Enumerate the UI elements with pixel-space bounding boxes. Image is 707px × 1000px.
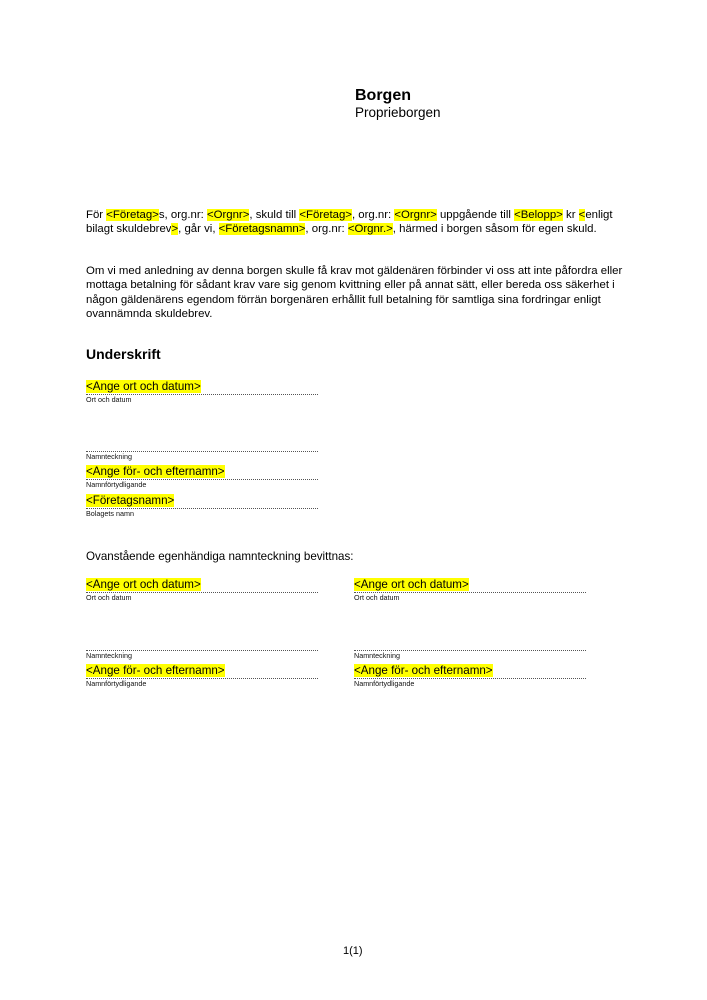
paragraph-text: kr (562, 209, 579, 221)
paragraph-text: s, org.nr: (158, 209, 207, 221)
witness-left-name-placeholder[interactable]: <Ange för- och efternamn> (86, 664, 225, 677)
witness-right-name-field[interactable] (354, 664, 586, 688)
witness-right-name-placeholder[interactable]: <Ange för- och efternamn> (354, 664, 493, 677)
document-title: Borgen (355, 87, 411, 104)
place-date-placeholder[interactable]: <Ange ort och datum> (86, 380, 201, 393)
witness-right-place-date-placeholder[interactable]: <Ange ort och datum> (354, 578, 469, 591)
paragraph-text: enligt bilagt skuldebrev (86, 209, 613, 236)
placeholder-field[interactable]: <Orgnr> (394, 209, 437, 221)
company-placeholder[interactable]: <Företagsnamn> (86, 494, 175, 507)
paragraph-text: , skuld till (249, 209, 300, 221)
placeholder-field[interactable]: <Orgnr.> (347, 223, 393, 236)
signature-label: Namnteckning (86, 452, 132, 461)
witness-left-place-date-placeholder[interactable]: <Ange ort och datum> (86, 578, 201, 591)
witness-left-signature-field[interactable] (86, 636, 318, 660)
placeholder-field[interactable]: <Företagsnamn> (218, 223, 306, 236)
name-field[interactable] (86, 465, 318, 489)
paragraph-text: , går vi, (178, 223, 219, 236)
placeholder-field[interactable]: <Orgnr> (206, 209, 250, 221)
witness-heading: Ovanstående egenhändiga namnteckning bevittnas: (86, 550, 354, 563)
witness-right-place-date-field[interactable] (354, 578, 586, 602)
paragraph-text: uppgående till (436, 209, 515, 221)
signature-field[interactable] (86, 437, 318, 461)
name-label: Namnförtydligande (86, 480, 147, 489)
placeholder-field[interactable]: > (171, 223, 179, 236)
witness-left-place-date-field[interactable] (86, 578, 318, 602)
document-subtitle: Proprieborgen (355, 105, 441, 120)
paragraph-text: , härmed i borgen såsom för egen skuld. (392, 223, 597, 236)
witness-right-signature-field[interactable] (354, 636, 586, 660)
placeholder-field[interactable]: <Företag> (106, 209, 159, 221)
witness-left-place-date-label: Ort och datum (86, 593, 132, 602)
placeholder-field[interactable]: <Företag> (299, 209, 352, 221)
company-field[interactable] (86, 494, 318, 518)
paragraph-text: , org.nr: (351, 209, 395, 221)
placeholder-field[interactable]: < (578, 209, 586, 221)
paragraph-text: , org.nr: (305, 223, 348, 236)
witness-right-signature-label: Namnteckning (354, 651, 400, 660)
witness-right-name-label: Namnförtydligande (354, 679, 415, 688)
place-date-field[interactable] (86, 380, 318, 404)
guarantee-paragraph (86, 208, 626, 237)
place-date-label: Ort och datum (86, 395, 132, 404)
paragraph-text: För (86, 209, 107, 221)
witness-right-place-date-label: Ort och datum (354, 593, 400, 602)
witness-left-name-label: Namnförtydligande (86, 679, 147, 688)
company-label: Bolagets namn (86, 509, 134, 518)
page-number: 1(1) (343, 945, 363, 957)
witness-left-signature-label: Namnteckning (86, 651, 132, 660)
witness-left-name-field[interactable] (86, 664, 318, 688)
obligation-paragraph: Om vi med anledning av denna borgen skulle få krav mot gäldenären förbinder vi oss att inte påfordra eller mottaga betalning för sådant krav vare sig genom kvittning eller på annat sätt, eller bereda oss säkerhet i någon gäldenärens egendom förrän borgenären erhållit full betalning för samtliga sina fordringar enligt ovannämnda skuldebrev. (86, 265, 623, 321)
placeholder-field[interactable]: <Belopp> (514, 209, 563, 221)
name-placeholder[interactable]: <Ange för- och efternamn> (86, 465, 225, 478)
signature-heading: Underskrift (86, 346, 161, 362)
